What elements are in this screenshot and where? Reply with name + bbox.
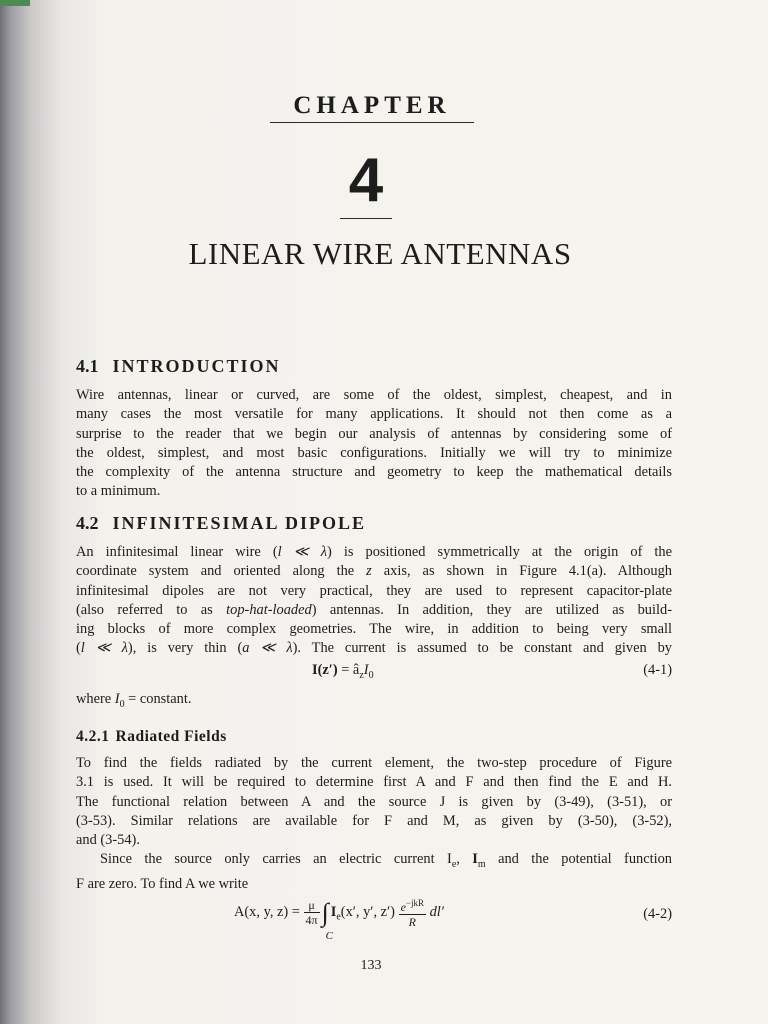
equation-4-2 [76,896,672,940]
paragraph-line: To find the fields radiated by the current element, the two-step procedure of Figure [76,755,672,771]
equation-body: A(x, y, z) = $\frac{\mu}{4\pi}$ ∫ C $I_e(x'$, y′, z′) $\frac{e^{-jkR}}{R}$ dl′ [234,897,444,942]
paragraph-line: ing blocks of more complex geometries. The wire, in addition to being very small [76,621,672,638]
paragraph-line: the complexity of the antenna structure and geometry to keep the mathematical details [76,464,672,481]
equation-number: (4-1) [643,662,672,678]
paragraph-line: (also referred to as top-hat-loaded) antennas. In addition, they are utilized as build- [76,601,672,618]
paragraph-line: 3.1 is used. It will be required to determine first A and F and then find the E and H. [76,774,672,791]
paragraph-line: to a minimum. [76,483,161,500]
section-heading-infinitesimal-dipole [76,513,366,534]
paragraph-line: infinitesimal dipoles are not very practical, they are used to represent capacitor-plate [76,582,672,599]
paragraph-line: (3-53). Similar relations are available for F and M, as given by (3-50), (3-52), [76,812,672,829]
page-edge-tab [0,0,30,6]
equation-4-1 [76,662,672,684]
radiated-fields-paragraph [76,754,672,894]
subsection-heading-radiated-fields [76,728,227,746]
section-number: 4.1 [76,356,99,376]
chapter-number: 4 [340,150,392,219]
paragraph-line: Wire antennas, linear or curved, are some of the oldest, simplest, cheapest, and in [76,387,672,403]
paragraph-line: The functional relation between A and the source J is given by (3-49), (3-51), or [76,793,672,810]
paragraph-line: surprise to the reader that we begin our analysis of antennas by considering some of [76,425,672,442]
where-line: where $I_0$ = constant. [76,691,192,710]
paragraph-line: many cases the most versatile for many applications. It should not then come as a [76,406,672,423]
paragraph-line: the oldest, simplest, and most basic configurations. Initially we will try to minimize [76,444,672,461]
section-heading-introduction [76,356,281,377]
paragraph-line: and (3-54). [76,832,140,849]
paragraph-line: coordinate system and oriented along the z axis, as shown in Figure 4.1(a). Although [76,563,672,580]
chapter-title: LINEAR WIRE ANTENNAS [188,236,572,271]
dipole-paragraph [76,543,672,659]
chapter-label: CHAPTER [270,92,474,123]
paragraph-line: (l ≪ λ), is very thin (a ≪ λ). The current is assumed to be constant and given by [76,640,672,657]
section-number: 4.2 [76,513,99,533]
equation-number: (4-2) [643,906,672,922]
equation-body: $I(z') = â_zI_0$ [312,662,374,681]
subsection-title: Radiated Fields [115,728,227,745]
section-title: INTRODUCTION [112,356,281,376]
introduction-paragraph [76,386,672,502]
page-number: 133 [360,958,382,973]
section-title: INFINITESIMAL DIPOLE [112,513,367,533]
paragraph-line: F are zero. To find A we write [76,875,249,892]
paragraph-line: An infinitesimal linear wire (l ≪ λ) is positioned symmetrically at the origin of the [76,544,672,560]
paragraph-line: Since the source only carries an electric current $I_e$, $I_m$ and the potential function [100,851,672,871]
subsection-number: 4.2.1 [76,728,110,745]
